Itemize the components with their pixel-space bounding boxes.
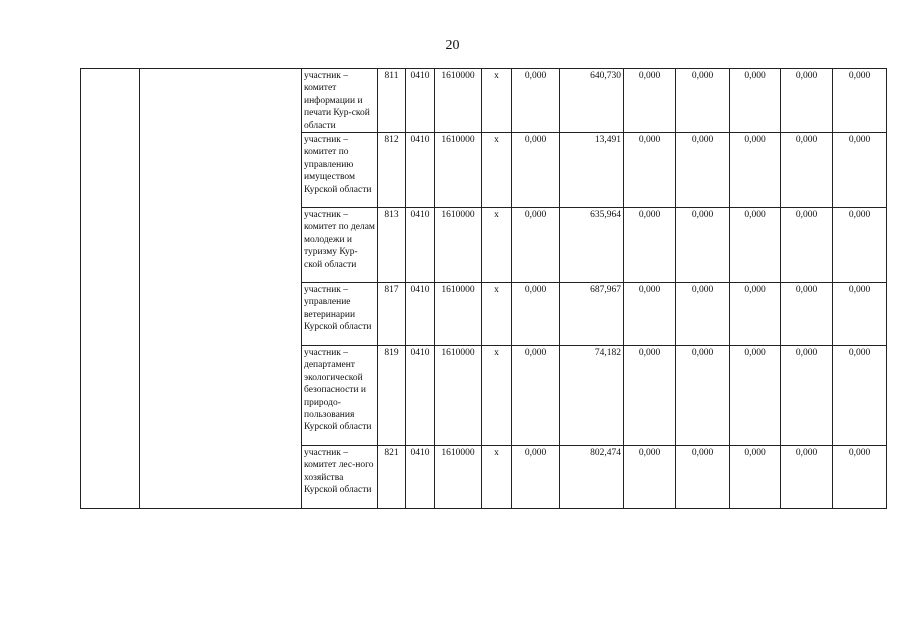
- value-cell: 0,000: [512, 208, 560, 283]
- csr-cell: 1610000: [435, 283, 482, 346]
- vr-cell: x: [482, 446, 512, 509]
- rz-pr-cell: 0410: [406, 283, 435, 346]
- value-cell: 0,000: [512, 133, 560, 208]
- rz-pr-cell: 0410: [406, 133, 435, 208]
- vr-cell: x: [482, 283, 512, 346]
- grbs-cell: 812: [378, 133, 406, 208]
- value-cell: 0,000: [512, 69, 560, 133]
- value-cell: 0,000: [833, 69, 887, 133]
- value-cell: 0,000: [730, 69, 781, 133]
- table-row: [81, 69, 887, 133]
- value-cell: 0,000: [833, 133, 887, 208]
- value-cell: 802,474: [560, 446, 624, 509]
- value-cell: 0,000: [781, 69, 833, 133]
- value-cell: 0,000: [781, 346, 833, 446]
- value-cell: 0,000: [781, 446, 833, 509]
- csr-cell: 1610000: [435, 69, 482, 133]
- value-cell: 0,000: [624, 69, 676, 133]
- rz-pr-cell: 0410: [406, 346, 435, 446]
- csr-cell: 1610000: [435, 208, 482, 283]
- vr-cell: x: [482, 208, 512, 283]
- value-cell: 0,000: [730, 346, 781, 446]
- value-cell: 687,967: [560, 283, 624, 346]
- grbs-cell: 819: [378, 346, 406, 446]
- value-cell: 0,000: [512, 446, 560, 509]
- value-cell: 0,000: [833, 446, 887, 509]
- value-cell: 0,000: [512, 283, 560, 346]
- value-cell: 0,000: [730, 208, 781, 283]
- value-cell: 0,000: [624, 208, 676, 283]
- value-cell: 0,000: [512, 346, 560, 446]
- rz-pr-cell: 0410: [406, 208, 435, 283]
- rz-pr-cell: 0410: [406, 69, 435, 133]
- value-cell: 0,000: [624, 446, 676, 509]
- value-cell: 0,000: [676, 208, 730, 283]
- vr-cell: x: [482, 346, 512, 446]
- value-cell: 0,000: [833, 208, 887, 283]
- participant-cell: участник – комитет лес-ного хозяйства Курской области: [302, 446, 378, 509]
- participant-cell: участник – комитет по управлению имуществом Курской области: [302, 133, 378, 208]
- value-cell: 0,000: [833, 346, 887, 446]
- value-cell: 13,491: [560, 133, 624, 208]
- rz-pr-cell: 0410: [406, 446, 435, 509]
- value-cell: 0,000: [676, 283, 730, 346]
- value-cell: 0,000: [624, 133, 676, 208]
- value-cell: 0,000: [781, 283, 833, 346]
- value-cell: 0,000: [676, 133, 730, 208]
- value-cell: 0,000: [730, 133, 781, 208]
- participant-cell: участник – комитет информации и печати Кур-ской области: [302, 69, 378, 133]
- value-cell: 0,000: [676, 446, 730, 509]
- value-cell: 0,000: [676, 69, 730, 133]
- csr-cell: 1610000: [435, 446, 482, 509]
- grbs-cell: 817: [378, 283, 406, 346]
- table-body: [81, 69, 887, 509]
- budget-table: [80, 68, 887, 509]
- grbs-cell: 813: [378, 208, 406, 283]
- value-cell: 0,000: [833, 283, 887, 346]
- page-number: 20: [445, 38, 460, 53]
- grbs-cell: 821: [378, 446, 406, 509]
- program-name-cell: [140, 69, 302, 509]
- value-cell: 0,000: [624, 346, 676, 446]
- value-cell: 0,000: [730, 446, 781, 509]
- participant-cell: участник – департамент экологической безопасности и природо-пользования Курской области: [302, 346, 378, 446]
- csr-cell: 1610000: [435, 346, 482, 446]
- value-cell: 635,964: [560, 208, 624, 283]
- participant-cell: участник – комитет по делам молодежи и туризму Кур-ской области: [302, 208, 378, 283]
- vr-cell: x: [482, 133, 512, 208]
- value-cell: 0,000: [781, 133, 833, 208]
- participant-cell: участник – управление ветеринарии Курской области: [302, 283, 378, 346]
- value-cell: 0,000: [624, 283, 676, 346]
- status-cell: [81, 69, 140, 509]
- csr-cell: 1610000: [435, 133, 482, 208]
- vr-cell: x: [482, 69, 512, 133]
- value-cell: 0,000: [730, 283, 781, 346]
- value-cell: 0,000: [781, 208, 833, 283]
- value-cell: 640,730: [560, 69, 624, 133]
- value-cell: 0,000: [676, 346, 730, 446]
- grbs-cell: 811: [378, 69, 406, 133]
- value-cell: 74,182: [560, 346, 624, 446]
